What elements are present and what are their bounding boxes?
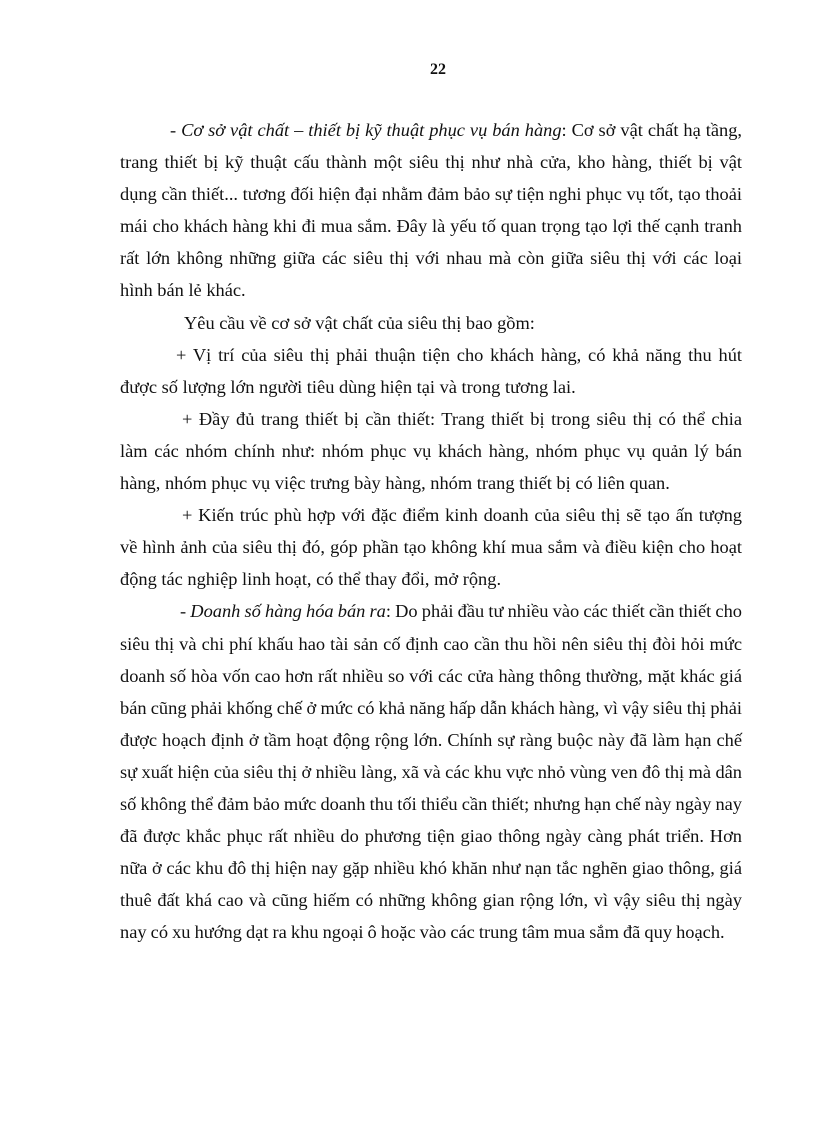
term-facilities: Cơ sở vật chất – thiết bị kỹ thuật phục vụ bán hàng: [181, 120, 562, 140]
dash-marker: -: [170, 120, 182, 140]
dash-marker: -: [180, 601, 191, 622]
paragraph-facilities: [120, 114, 742, 307]
paragraph-text: : Do phải đầu tư nhiều vào các thiết cần thiết cho siêu thị và chi phí khấu hao tài sản cố định cao cần thu hồi nên siêu thị đòi hỏi mức doanh số hòa vốn cao hơn rất nhiều so với các cửa hàng thông thường, mặt khác giá bán cũng phải khống chế ở mức có khả năng hấp dẫn khách hàng, vì vậy siêu thị phải được hoạch định ở tầm hoạt động rộng lớn. Chính sự ràng buộc này đã làm hạn chế sự xuất hiện của siêu thị ở nhiều làng, xã và các khu vực nhỏ vùng ven đô thị mà dân số không thể đảm bảo mức doanh thu tối thiểu cần thiết; nhưng hạn chế này ngày nay đã được khắc phục rất nhiều do phương tiện giao thông ngày càng phát triển. Hơn nữa ở các khu đô thị hiện nay gặp nhiều khó khăn như nạn tắc nghẽn giao thông, giá thuê đất khá cao và cũng hiếm có những không gian rộng lớn, vì vậy siêu thị ngày nay có xu hướng dạt ra khu ngoại ô hoặc vào các trung tâm mua sắm đã quy hoạch.: [120, 601, 742, 943]
term-sales-revenue: Doanh số hàng hóa bán ra: [190, 601, 386, 622]
paragraph-requirements-intro: Yêu cầu về cơ sở vật chất của siêu thị bao gồm:: [184, 312, 535, 333]
page-number: 22: [430, 61, 446, 78]
paragraph-sales-revenue: [120, 595, 742, 948]
paragraph-equipment: + Đầy đủ trang thiết bị cần thiết: Trang thiết bị trong siêu thị có thể chia làm các nhóm chính như: nhóm phục vụ khách hàng, nhóm phục vụ quản lý bán hàng, nhóm phục vụ việc trưng bày hàng, nhóm trang thiết bị có liên quan.: [120, 408, 742, 494]
document-body: [120, 114, 742, 948]
paragraph-location: + Vị trí của siêu thị phải thuận tiện cho khách hàng, có khả năng thu hút được số lượng lớn người tiêu dùng hiện tại và trong tương lai.: [120, 344, 742, 397]
paragraph-text: : Cơ sở vật chất hạ tầng, trang thiết bị kỹ thuật cấu thành một siêu thị như nhà cửa, kho hàng, thiết bị vật dụng cần thiết... tương đối hiện đại nhằm đảm bảo sự tiện nghi phục vụ tốt, tạo thoải mái cho khách hàng khi đi mua sắm. Đây là yếu tố quan trọng tạo lợi thế cạnh tranh rất lớn không những giữa các siêu thị với nhau mà còn giữa siêu thị với các loại hình bán lẻ khác.: [120, 120, 742, 301]
paragraph-architecture: + Kiến trúc phù hợp với đặc điểm kinh doanh của siêu thị sẽ tạo ấn tượng về hình ảnh của siêu thị đó, góp phần tạo không khí mua sắm và điều kiện cho hoạt động tác nghiệp linh hoạt, có thể thay đổi, mở rộng.: [120, 505, 742, 590]
